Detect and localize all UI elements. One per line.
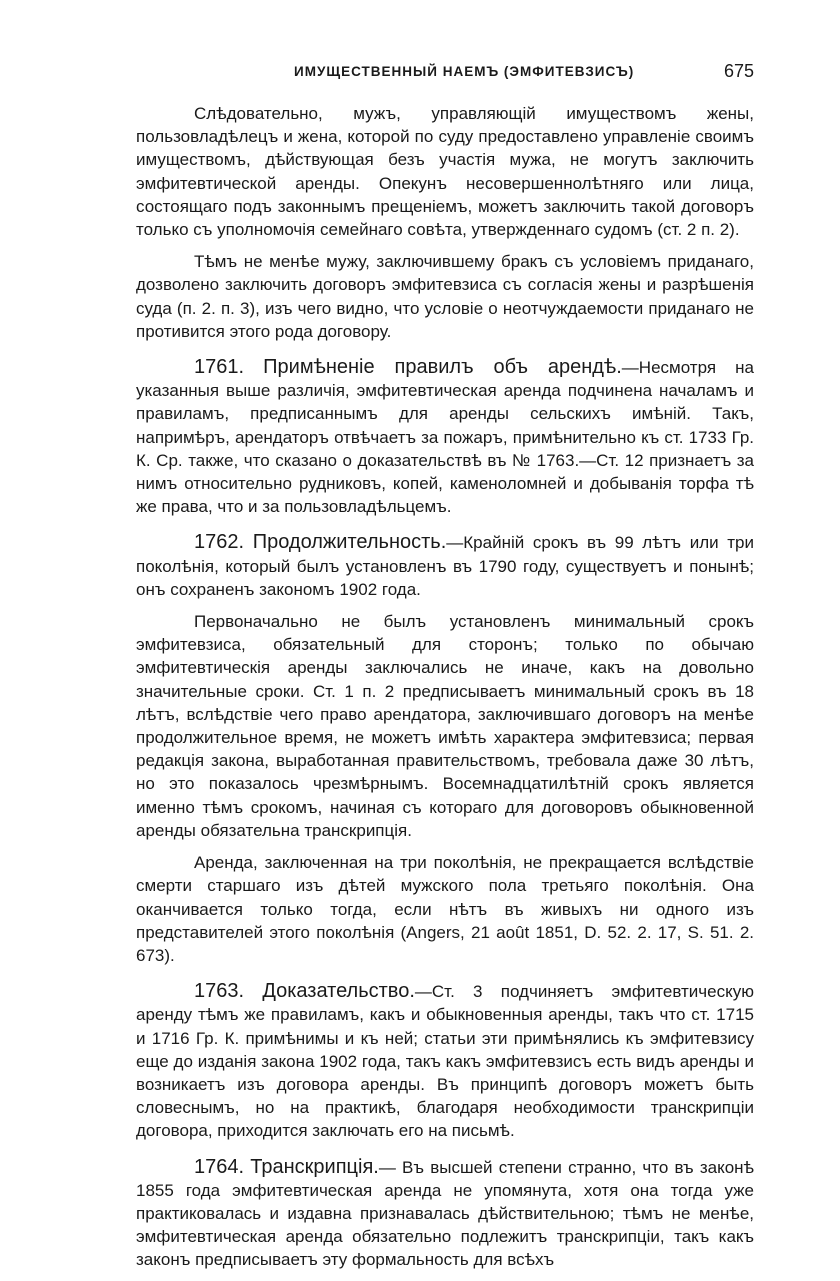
paragraph-text: Слѣдовательно, мужъ, управляющій имуществомъ жены, пользовладѣлецъ и жена, которой по суду предоставлено управленіе своимъ имуществомъ, дѣйствующая безъ участія мужа, не могутъ заключить эмфитевтической аренды. Опекунъ несовершеннолѣтняго или лица, состоящаго подъ законнымъ прещеніемъ, можетъ заключить такой договоръ только съ уполномочія семейнаго совѣта, утвержденнаго судомъ (ст. 2 п. 2). <box>136 104 754 240</box>
paragraph <box>136 851 754 967</box>
paragraph <box>136 610 754 842</box>
section-title: Примѣненіе правилъ объ арендѣ. <box>263 356 622 379</box>
page-body <box>136 102 754 1281</box>
section-text: —Крайній срокъ въ 99 лѣтъ или три поколѣнія, который былъ установленъ въ 1790 году, существуетъ и понынѣ; онъ сохраненъ закономъ 1902 года. <box>136 533 754 599</box>
section-text: —Ст. 3 подчиняетъ эмфитевтическую аренду тѣмъ же правиламъ, какъ и обыкновенныя аренды, такъ что ст. 1715 и 1716 Гр. К. примѣнимы и къ ней; статьи эти примѣнялись къ эмфитевзису еще до изданія закона 1902 года, такъ какъ эмфитевзисъ есть видъ аренды и возникаетъ изъ договора аренды. Въ принципѣ договоръ можетъ быть словеснымъ, но на практикѣ, благодаря необходимости транскрипціи договора, приходится заключать его на письмѣ. <box>136 982 754 1141</box>
paragraph-text: Аренда, заключенная на три поколѣнія, не прекращается вслѣдствіе смерти старшаго изъ дѣтей мужского пола третьяго поколѣнія. Она оканчивается только тогда, если нѣтъ въ живыхъ ни одного изъ представителей этого поколѣнія (Angers, 21 août 1851, D. 52. 2. 17, S. 51. 2. 673). <box>136 853 754 965</box>
section-title: Транскрипція. <box>250 1155 379 1178</box>
section-title: Продолжительность. <box>252 531 447 554</box>
paragraph-text: Тѣмъ не менѣе мужу, заключившему бракъ съ условіемъ приданаго, дозволено заключить договоръ эмфитевзиса съ согласія жены и разрѣшенія суда (п. 2. п. 3), изъ чего видно, что условіе о неотчуждаемости приданаго не противится этого рода договору. <box>136 252 754 341</box>
section-text: — Въ высшей степени странно, что въ законѣ 1855 года эмфитевтическая аренда не упомянута, хотя она тогда уже практиковалась и издавна признавалась дѣйствительною; тѣмъ не менѣе, эмфитевтическая аренда обязательно подлежитъ транскрипціи, такъ какъ законъ предписываетъ эту формальность для всѣхъ <box>136 1157 754 1270</box>
section-1761 <box>136 356 754 518</box>
section-1764 <box>136 1156 754 1272</box>
section-1762 <box>136 531 754 601</box>
paragraph-text: Первоначально не былъ установленъ минимальный срокъ эмфитевзиса, обязательный для сторонъ; только по обычаю эмфитевтическія аренды заключались не иначе, какъ на довольно значительные сроки. Ст. 1 п. 2 предписываетъ минимальный срокъ въ 18 лѣтъ, вслѣдствіе чего право арендатора, заключившаго договоръ на менѣе продолжительное время, не можетъ имѣть характера эмфитевзиса; первая редакція закона, выработанная правительствомъ, требовала даже 30 лѣтъ, но это показалось чрезмѣрнымъ. Восемнадцатилѣтній срокъ является именно тѣмъ срокомъ, начиная съ котораго для договоровъ обыкновенной аренды обязательна транскрипція. <box>136 612 754 840</box>
section-number: 1761. <box>194 356 245 379</box>
running-title: ИМУЩЕСТВЕННЫЙ НАЕМЪ (ЭМФИТЕВЗИСЪ) <box>294 64 635 79</box>
section-title: Доказательство. <box>262 980 415 1003</box>
section-number: 1762. <box>194 531 245 554</box>
section-number: 1764. <box>194 1155 245 1178</box>
section-number: 1763. <box>194 980 245 1003</box>
page-number: 675 <box>723 61 754 81</box>
section-text: —Несмотря на указанныя выше различія, эмфитевтическая аренда подчинена началамъ и правиламъ, предписаннымъ для аренды сельскихъ имѣній. Такъ, напримѣръ, арендаторъ отвѣчаетъ за пожаръ, примѣнительно къ ст. 1733 Гр. К. Ср. также, что сказано о доказательствѣ въ № 1763.—Ст. 12 признаетъ за нимъ относительно рудниковъ, копей, каменоломней и добыванія торфа тѣ же права, что и за пользовладѣльцемъ. <box>136 358 754 517</box>
paragraph <box>136 102 754 241</box>
page-header <box>136 62 754 86</box>
section-1763 <box>136 980 754 1142</box>
paragraph <box>136 250 754 343</box>
